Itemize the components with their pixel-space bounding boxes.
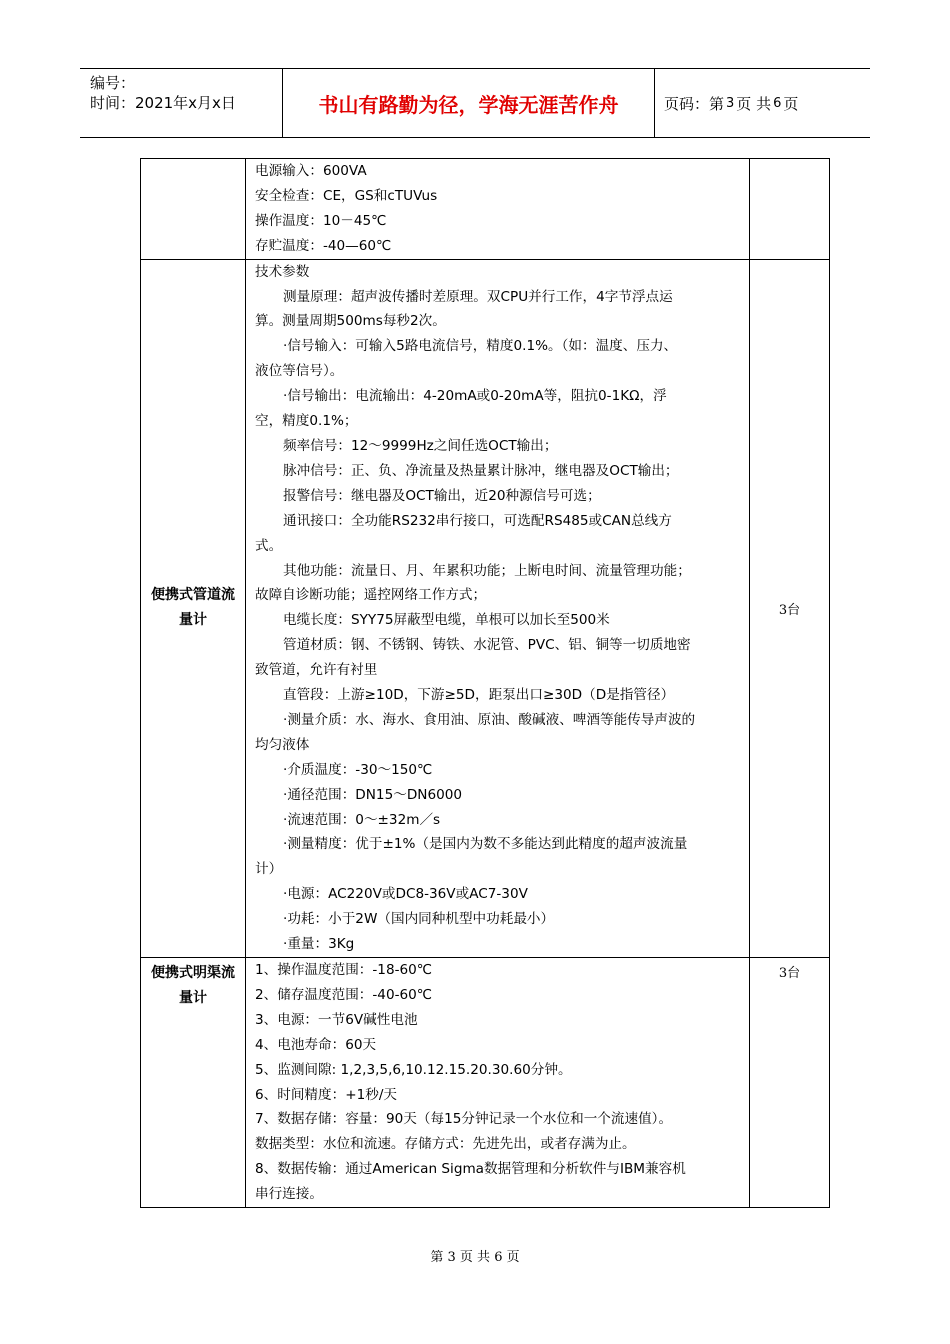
page-prefix: 页码：第 bbox=[664, 94, 725, 113]
spec-line: 存贮温度：-40—60℃ bbox=[255, 237, 392, 254]
page-indicator bbox=[655, 69, 870, 137]
spec-line: 致管道，允许有衬里 bbox=[255, 662, 378, 679]
spec-line: ·信号输出：电流输出：4-20mA或0-20mA等，阻抗0-1KΩ，浮 bbox=[283, 388, 667, 405]
spec-line: 频率信号：12～9999Hz之间任选OCT输出； bbox=[283, 437, 558, 454]
spec-cell bbox=[246, 259, 750, 957]
page-suffix: 页 bbox=[783, 94, 799, 113]
spec-line: 测量原理：超声波传播时差原理。双CPU并行工作，4字节浮点运 bbox=[283, 288, 673, 305]
item-name-cell bbox=[141, 259, 246, 957]
spec-cell bbox=[246, 159, 750, 260]
spec-line: 直管段：上游≥10D，下游≥5D，距泵出口≥30D（D是指管径） bbox=[283, 687, 675, 704]
quantity-cell bbox=[750, 159, 830, 260]
quantity-cell: 3台 bbox=[750, 958, 830, 1208]
page-footer: 第 3 页 共 6 页 bbox=[430, 1250, 520, 1265]
spec-line: 电缆长度：SYY75屏蔽型电缆，单根可以加长至500米 bbox=[283, 612, 610, 629]
spec-line: 空，精度0.1%； bbox=[255, 413, 358, 430]
spec-line: ·测量介质：水、海水、食用油、原油、酸碱液、啤酒等能传导声波的 bbox=[283, 711, 696, 728]
number-label: 编号： bbox=[90, 74, 136, 92]
table-row bbox=[141, 159, 830, 260]
motto: 书山有路勤为径，学海无涯苦作舟 bbox=[282, 69, 655, 137]
spec-line: ·流速范围：0～±32m／s bbox=[283, 811, 441, 828]
spec-line: 安全检查：CE，GS和cTUVus bbox=[255, 187, 438, 204]
spec-cell bbox=[246, 958, 750, 1208]
spec-line: ·通径范围：DN15～DN6000 bbox=[283, 786, 463, 803]
item-name-cell bbox=[141, 159, 246, 260]
spec-line: 1、操作温度范围：-18-60℃ bbox=[255, 962, 433, 978]
spec-line: 7、数据存储：容量：90天（每15分钟记录一个水位和一个流速值）。 bbox=[255, 1111, 673, 1128]
spec-line: 算。测量周期500ms每秒2次。 bbox=[255, 313, 446, 330]
spec-line: ·重量：3Kg bbox=[283, 936, 355, 953]
spec-line: ·电源：AC220V或DC8-36V或AC7-30V bbox=[283, 886, 528, 903]
spec-line: 8、数据传输：通过American Sigma数据管理和分析软件与IBM兼容机 bbox=[255, 1161, 686, 1178]
item-name: 量计 bbox=[179, 990, 207, 1006]
spec-line: 脉冲信号：正、负、净流量及热量累计脉冲，继电器及OCT输出； bbox=[283, 462, 679, 479]
spec-line: ·信号输入：可输入5路电流信号，精度0.1%。（如：温度、压力、 bbox=[283, 338, 678, 355]
spec-line: 液位等信号）。 bbox=[255, 363, 344, 380]
table-row bbox=[141, 958, 830, 1208]
spec-line: 数据类型：水位和流速。存储方式：先进先出，或者存满为止。 bbox=[255, 1136, 636, 1153]
page-header bbox=[80, 68, 870, 138]
spec-table bbox=[140, 158, 830, 1208]
item-name: 量计 bbox=[179, 612, 207, 629]
spec-line: 管道材质：钢、不锈钢、铸铁、水泥管、PVC、铝、铜等一切质地密 bbox=[283, 637, 691, 654]
page-number: 3 bbox=[726, 95, 735, 111]
spec-line: 4、电池寿命：60天 bbox=[255, 1036, 377, 1053]
spec-line: 均匀液体 bbox=[255, 736, 310, 753]
spec-line: 6、时间精度：+1秒/天 bbox=[255, 1086, 398, 1103]
spec-line: 通讯接口：全功能RS232串行接口，可选配RS485或CAN总线方 bbox=[283, 512, 672, 529]
spec-line: ·介质温度：-30～150℃ bbox=[283, 761, 433, 778]
header-info bbox=[80, 69, 282, 137]
spec-line: 串行连接。 bbox=[255, 1186, 323, 1203]
item-name: 便携式管道流 bbox=[151, 587, 235, 604]
page-mid: 页 共 bbox=[736, 94, 772, 113]
spec-line: 操作温度：10－45℃ bbox=[255, 212, 387, 229]
spec-line: 电源输入：600VA bbox=[255, 163, 367, 179]
item-name-cell bbox=[141, 958, 246, 1208]
spec-line: 式。 bbox=[255, 537, 283, 554]
spec-line: 3、电源：一节6V碱性电池 bbox=[255, 1011, 418, 1028]
spec-line: 报警信号：继电器及OCT输出，近20种源信号可选； bbox=[283, 487, 601, 504]
spec-line: 其他功能：流量日、月、年累积功能；上断电时间、流量管理功能； bbox=[283, 562, 691, 579]
spec-line: ·测量精度：优于±1%（是国内为数不多能达到此精度的超声波流量 bbox=[283, 836, 688, 853]
spec-line: 计） bbox=[255, 861, 283, 878]
item-name: 便携式明渠流 bbox=[151, 965, 235, 981]
spec-line: 故障自诊断功能；遥控网络工作方式； bbox=[255, 587, 487, 604]
spec-line: 2、储存温度范围：-40-60℃ bbox=[255, 986, 433, 1003]
table-row bbox=[141, 259, 830, 957]
page-total: 6 bbox=[773, 95, 782, 111]
spec-line: 5、监测间隙: 1,2,3,5,6,10.12.15.20.30.60分钟。 bbox=[255, 1061, 572, 1078]
quantity-cell: 3台 bbox=[750, 259, 830, 957]
spec-line: ·功耗：小于2W（国内同种机型中功耗最小） bbox=[283, 911, 555, 928]
time-label: 时间：2021年x月x日 bbox=[90, 94, 236, 112]
spec-line: 技术参数 bbox=[255, 263, 310, 280]
